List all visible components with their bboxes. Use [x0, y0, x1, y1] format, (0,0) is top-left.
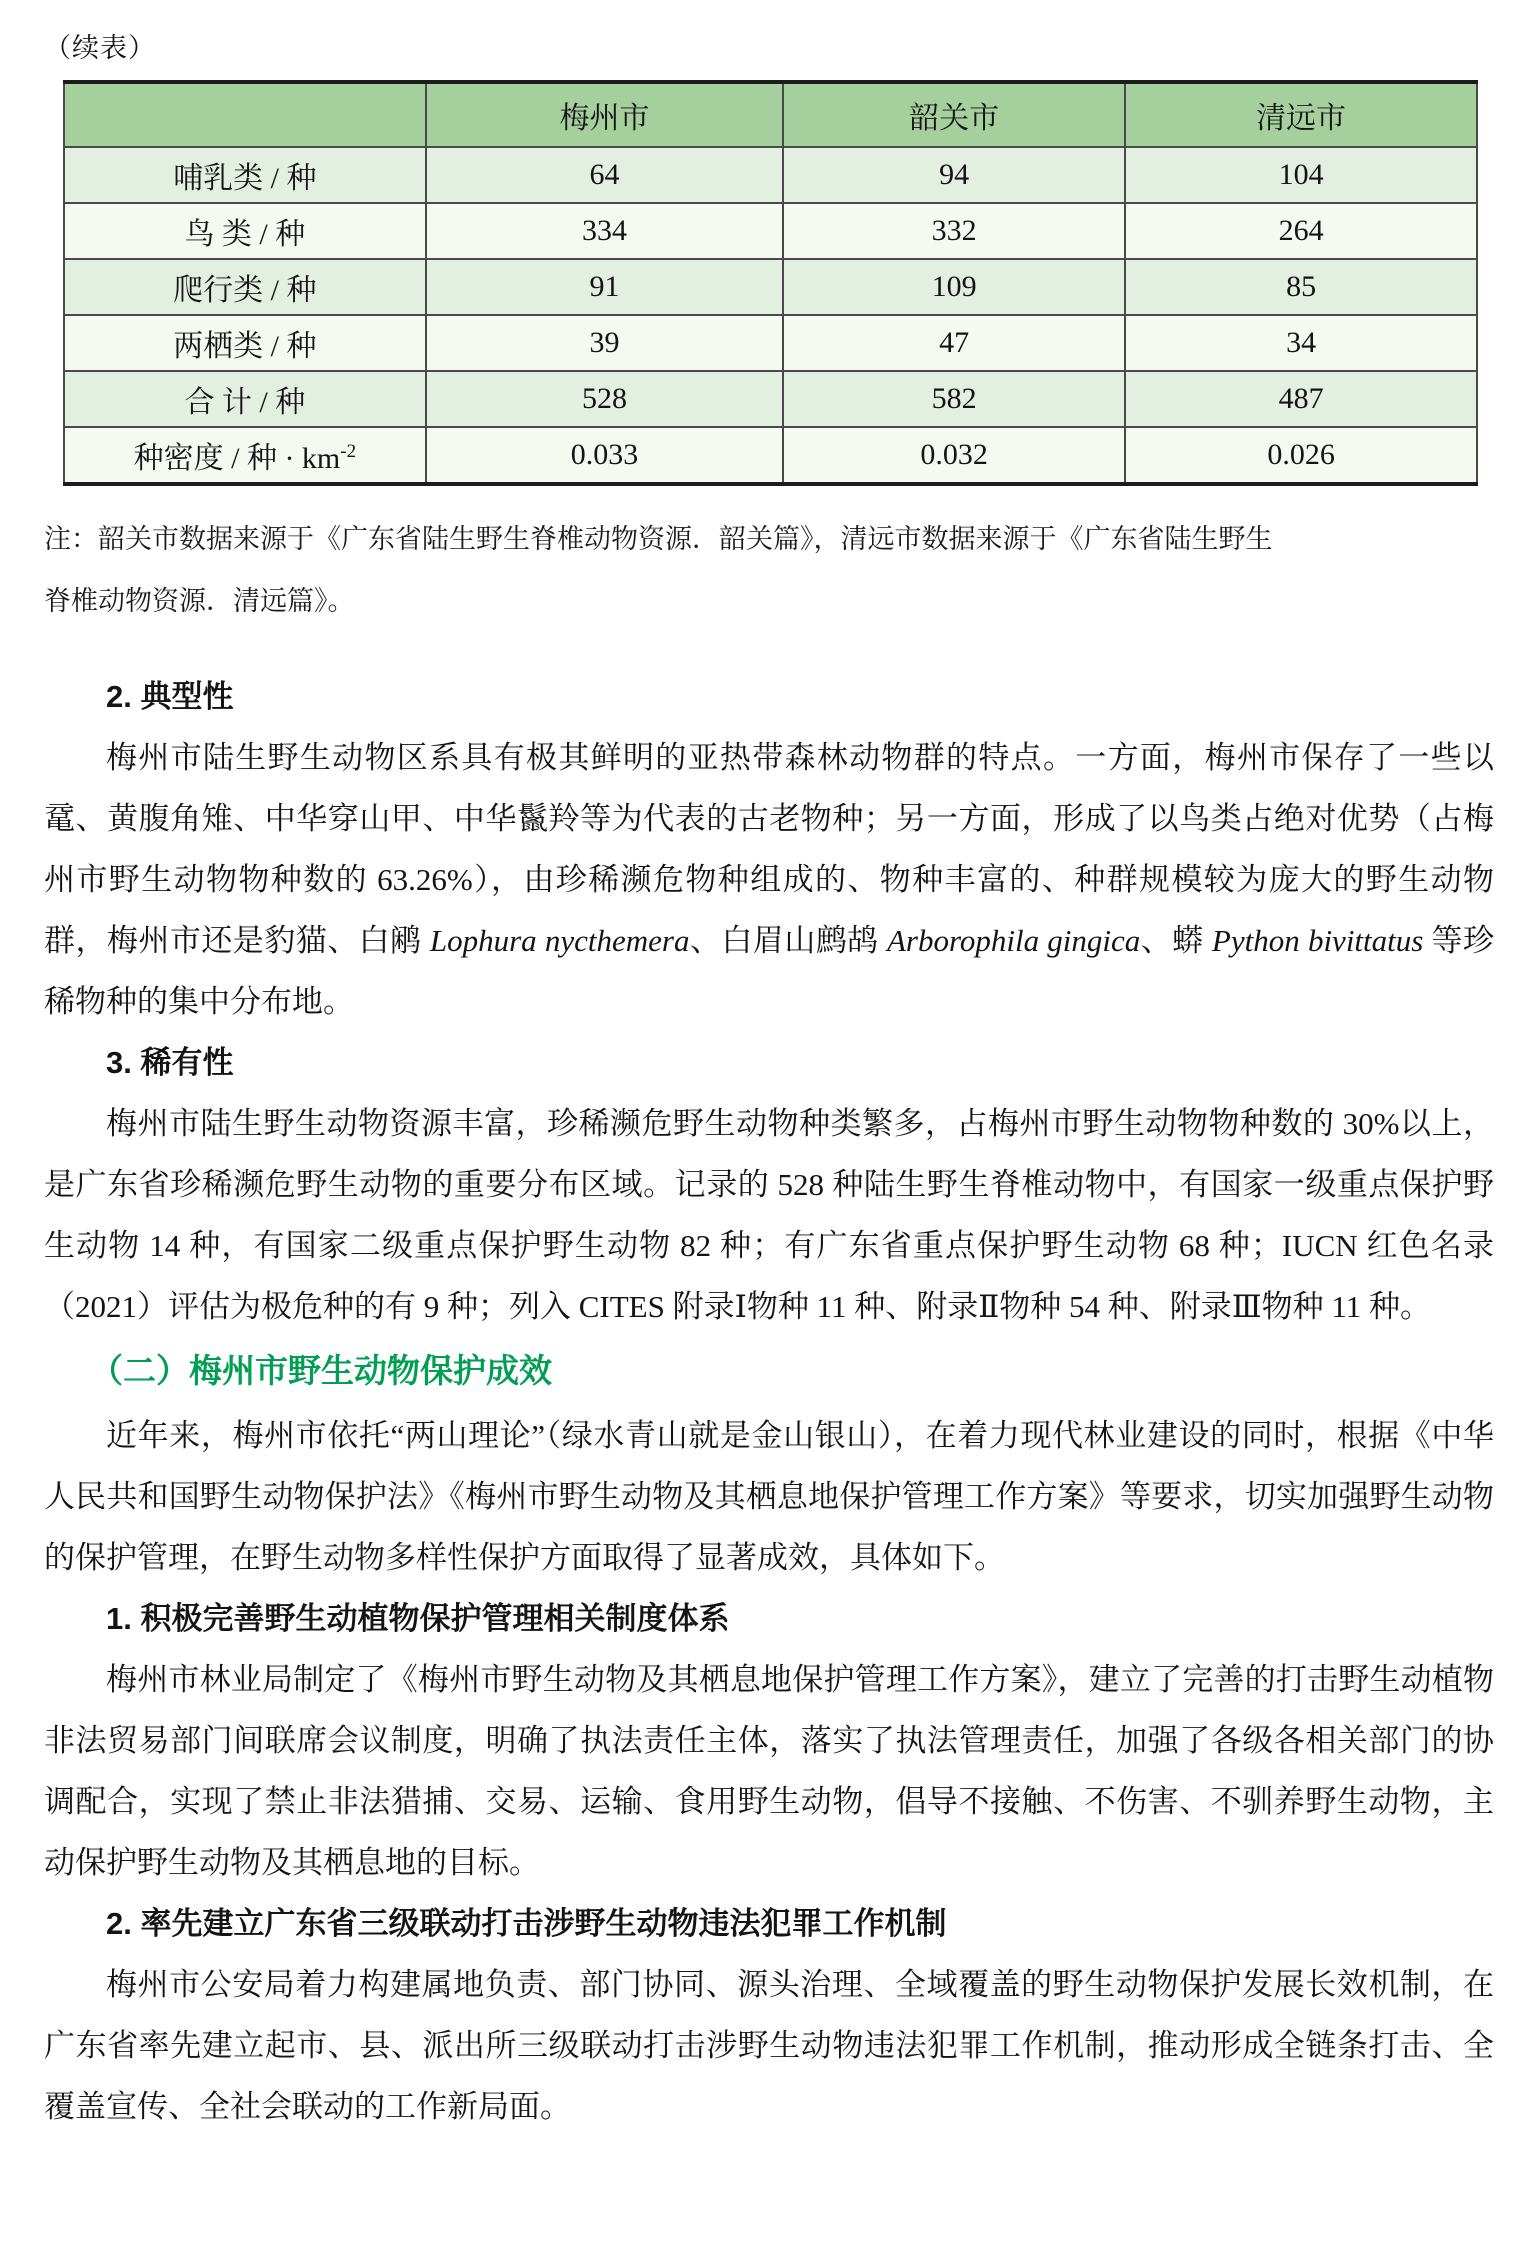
heading-measure-1: 1. 积极完善野生动植物保护管理相关制度体系: [106, 1601, 730, 1636]
cell-value: 582: [783, 371, 1125, 427]
table-row-amphibians: [64, 315, 1477, 371]
cell-value: 94: [783, 147, 1125, 203]
column-header-meizhou: 梅州市: [426, 84, 783, 147]
cell-value: 334: [426, 203, 783, 259]
paragraph-section-intro: 近年来，梅州市依托“两山理论”（绿水青山就是金山银山），在着力现代林业建设的同时，根据《中华人民共和国野生动物保护法》《梅州市野生动物及其栖息地保护管理工作方案》等要求，切实加强野生动物的保护管理，在野生动物多样性保护方面取得了显著成效，具体如下。: [44, 1418, 1494, 1575]
corner-cell: [64, 84, 426, 147]
species-count-table: [63, 84, 1478, 482]
paragraph-rarity: 梅州市陆生野生动物资源丰富，珍稀濒危野生动物种类繁多，占梅州市野生动物物种数的 30%以上，是广东省珍稀濒危野生动物的重要分布区域。记录的 528 种陆生野生脊椎动物中，有国家一级重点保护野生动物 14 种，有国家二级重点保护野生动物 82 种；有广东省重点保护野生动物 68 种；IUCN 红色名录（2021）评估为极危种的有 9 种；列入 CITES 附录Ⅰ物种 11 种、附录Ⅱ物种 54 种、附录Ⅲ物种 11 种。: [44, 1106, 1494, 1324]
cell-value: 39: [426, 315, 783, 371]
table-row-mammals: [64, 147, 1477, 203]
cell-value: 109: [783, 259, 1125, 315]
paragraph-measure-1: 梅州市林业局制定了《梅州市野生动物及其栖息地保护管理工作方案》，建立了完善的打击野生动植物非法贸易部门间联席会议制度，明确了执法责任主体，落实了执法管理责任，加强了各级各相关部门的协调配合，实现了禁止非法猎捕、交易、运输、食用野生动物，倡导不接触、不伤害、不驯养野生动物，主动保护野生动物及其栖息地的目标。: [44, 1662, 1494, 1880]
table-row-total: [64, 371, 1477, 427]
cell-value: 85: [1125, 259, 1477, 315]
cell-value: 0.033: [426, 427, 783, 482]
table-row-density: [64, 427, 1477, 482]
table-header-row: [64, 84, 1477, 147]
table-note-line: 注：韶关市数据来源于《广东省陆生野生脊椎动物资源．韶关篇》，清远市数据来源于《广东省陆生野生: [44, 524, 1273, 554]
cell-value: 264: [1125, 203, 1477, 259]
table-row-reptiles: [64, 259, 1477, 315]
column-header-qingyuan: 清远市: [1125, 84, 1477, 147]
body-text: [44, 666, 1494, 2137]
cell-value: 47: [783, 315, 1125, 371]
paragraph-typicality: 梅州市陆生野生动物区系具有极其鲜明的亚热带森林动物群的特点。一方面，梅州市保存了一些以鼋、黄腹角雉、中华穿山甲、中华鬣羚等为代表的古老物种；另一方面，形成了以鸟类占绝对优势（占梅州市野生动物物种数的 63.26%），由珍稀濒危物种组成的、物种丰富的、种群规模较为庞大的野生动物群，梅州市还是豹猫、白鹇 Lophura nycthemera、白眉山鹧鸪 Arborophila gingica、蟒 Python bivittatus 等珍稀物种的集中分布地。: [44, 740, 1495, 1019]
table-note-line: 脊椎动物资源．清远篇》。: [44, 586, 355, 616]
continued-table-label: （续表）: [44, 33, 156, 63]
cell-value: 34: [1125, 315, 1477, 371]
paragraph-measure-2: 梅州市公安局着力构建属地负责、部门协同、源头治理、全域覆盖的野生动物保护发展长效机制，在广东省率先建立起市、县、派出所三级联动打击涉野生动物违法犯罪工作机制，推动形成全链条打击、全覆盖宣传、全社会联动的工作新局面。: [44, 1967, 1494, 2124]
cell-value: 332: [783, 203, 1125, 259]
row-label: 爬行类 / 种: [64, 259, 426, 315]
cell-value: 104: [1125, 147, 1477, 203]
table-note: [44, 508, 1494, 632]
heading-section-protection-achievements: （二）梅州市野生动物保护成效: [90, 1352, 552, 1389]
heading-typicality: 2. 典型性: [106, 679, 234, 714]
row-label: 鸟 类 / 种: [64, 203, 426, 259]
column-header-shaoguan: 韶关市: [783, 84, 1125, 147]
cell-value: 64: [426, 147, 783, 203]
cell-value: 487: [1125, 371, 1477, 427]
row-label: 合 计 / 种: [64, 371, 426, 427]
heading-rarity: 3. 稀有性: [106, 1045, 234, 1080]
heading-measure-2: 2. 率先建立广东省三级联动打击涉野生动物违法犯罪工作机制: [106, 1906, 947, 1941]
row-label: 两栖类 / 种: [64, 315, 426, 371]
cell-value: 0.026: [1125, 427, 1477, 482]
row-label: 种密度 / 种 · $km^{-2}$: [64, 427, 426, 482]
cell-value: 528: [426, 371, 783, 427]
superscript-exponent: -2: [340, 441, 357, 462]
cell-value: 91: [426, 259, 783, 315]
table-row-birds: [64, 203, 1477, 259]
row-label: 哺乳类 / 种: [64, 147, 426, 203]
cell-value: 0.032: [783, 427, 1125, 482]
species-table-wrapper: [63, 80, 1478, 486]
